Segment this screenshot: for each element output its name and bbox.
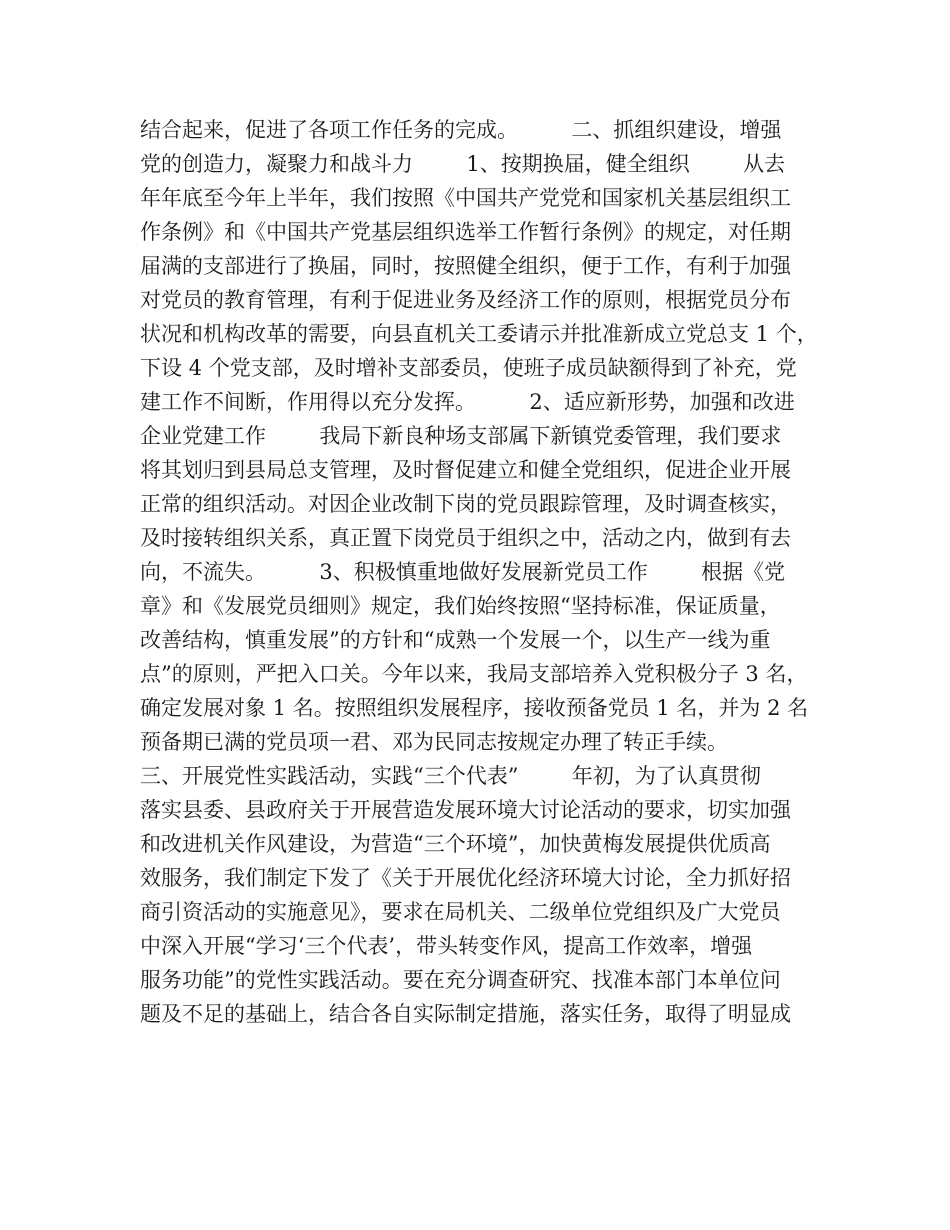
text-line: 将其划归到县局总支管理，及时督促建立和健全党组织，促进企业开展 (140, 458, 791, 482)
text-line: 下设 4 个党支部，及时增补支部委员，使班子成员缺额得到了补充，党 (140, 356, 797, 380)
text-line: 和改进机关作风建设，为营造“三个环境”，加快黄梅发展提供优质高 (140, 832, 771, 856)
body-text (140, 113, 840, 1031)
text-line: 落实县委、县政府关于开展营造发展环境大讨论活动的要求，切实加强 (140, 798, 791, 822)
text-line: 对党员的教育管理，有利于促进业务及经济工作的原则，根据党员分布 (140, 288, 791, 312)
text-line: 向，不流失。 3、积极慎重地做好发展新党员工作 根据《党 (140, 560, 786, 584)
text-line: 作条例》和《中国共产党基层组织选举工作暂行条例》的规定，对任期 (140, 220, 791, 244)
text-line: 届满的支部进行了换届，同时，按照健全组织，便于工作，有利于加强 (140, 254, 791, 278)
text-line: 商引资活动的实施意见》，要求在局机关、二级单位党组织及广大党员 (140, 900, 781, 924)
text-line: 确定发展对象 1 名。按照组织发展程序，接收预备党员 1 名，并为 2 名 (140, 696, 809, 720)
text-line: 状况和机构改革的需要，向县直机关工委请示并批准新成立党总支 1 个， (140, 322, 818, 346)
text-line: 点”的原则，严把入口关。今年以来，我局支部培养入党积极分子 3 名， (140, 662, 808, 686)
text-line: 及时接转组织关系，真正置下岗党员于组织之中，活动之内，做到有去 (140, 526, 791, 550)
text-line: 章》和《发展党员细则》规定，我们始终按照“坚持标准，保证质量， (140, 594, 781, 618)
text-line: 预备期已满的党员项一君、邓为民同志按规定办理了转正手续。 (140, 730, 728, 754)
text-line: 正常的组织活动。对因企业改制下岗的党员跟踪管理，及时调查核实， (140, 492, 791, 516)
text-line: 题及不足的基础上，结合各自实际制定措施，落实任务，取得了明显成 (140, 1002, 791, 1026)
text-line: 结合起来，促进了各项工作任务的完成。 二、抓组织建设，增强 (140, 118, 782, 142)
text-line: 建工作不间断，作用得以充分发挥。 2、适应新形势，加强和改进 (140, 390, 795, 414)
text-line: 服务功能”的党性实践活动。要在充分调查研究、找准本部门本单位问 (140, 968, 781, 992)
text-line: 三、开展党性实践活动，实践“三个代表” 年初，为了认真贯彻 (140, 764, 761, 788)
text-line: 年年底至今年上半年，我们按照《中国共产党党和国家机关基层组织工 (140, 186, 791, 210)
text-line: 党的创造力，凝聚力和战斗力 1、按期换届，健全组织 从去 (140, 152, 786, 176)
text-line: 改善结构，慎重发展”的方针和“成熟一个发展一个，以生产一线为重 (140, 628, 771, 652)
text-line: 中深入开展“学习‘三个代表’，带头转变作风，提高工作效率，增强 (140, 934, 753, 958)
text-line: 企业党建工作 我局下新良种场支部属下新镇党委管理，我们要求 (140, 424, 782, 448)
text-line: 效服务，我们制定下发了《关于开展优化经济环境大讨论，全力抓好招 (140, 866, 791, 890)
